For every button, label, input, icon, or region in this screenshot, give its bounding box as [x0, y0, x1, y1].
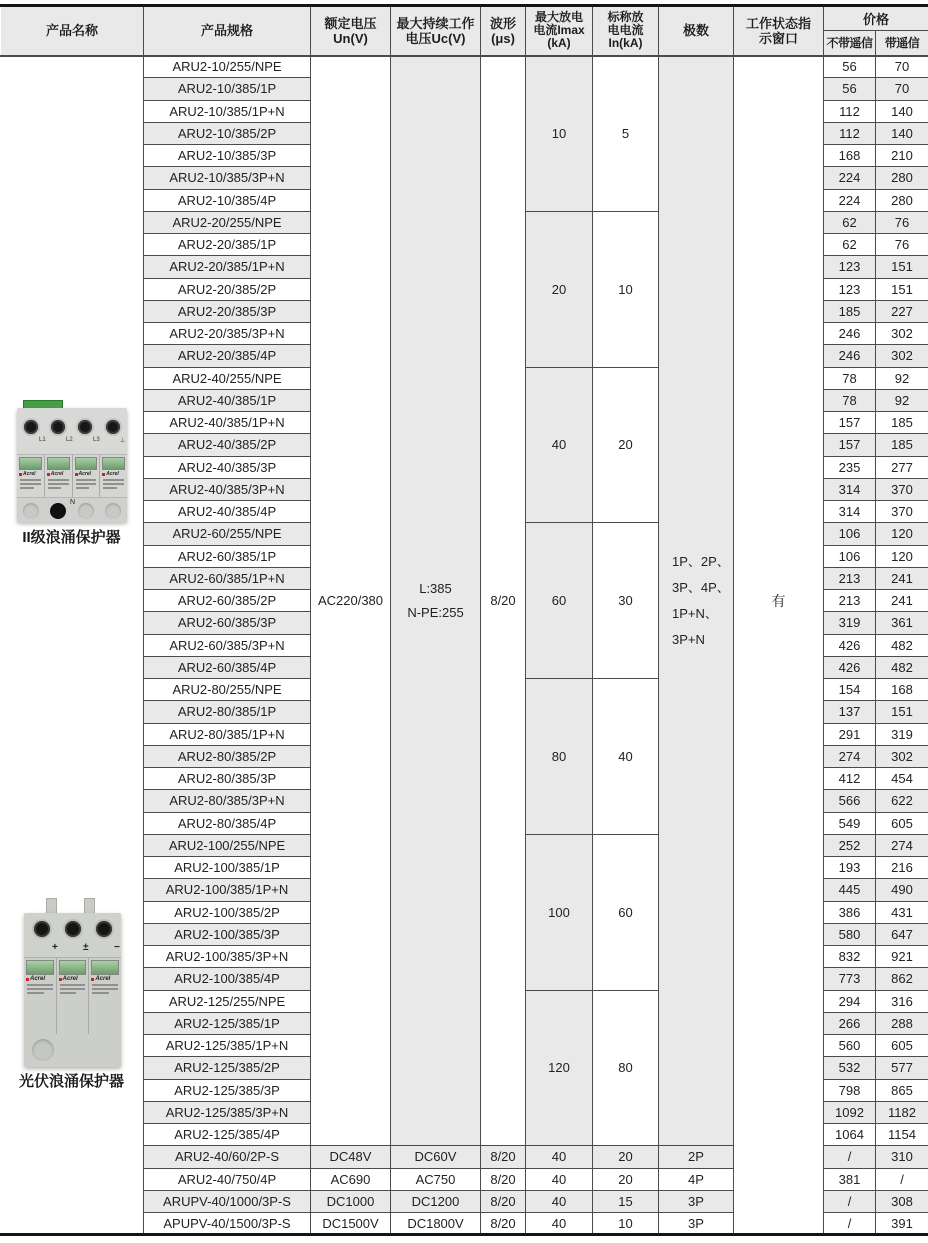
spec-cell: ARU2-125/255/NPE — [144, 990, 311, 1012]
price-remote-cell: 862 — [876, 968, 928, 990]
terminal-label: + — [52, 942, 58, 953]
price-no-remote-cell: 154 — [824, 679, 876, 701]
price-remote-cell: 274 — [876, 834, 928, 856]
price-no-remote-cell: 445 — [824, 879, 876, 901]
price-remote-cell: 185 — [876, 412, 928, 434]
price-remote-cell: 454 — [876, 768, 928, 790]
spec-cell: ARU2-20/385/1P+N — [144, 256, 311, 278]
price-remote-cell: 605 — [876, 1035, 928, 1057]
table-body — [1, 56, 928, 1235]
col-header-max-voltage: 最大持续工作 电压Uc(V) — [391, 6, 481, 56]
spec-cell: ARU2-20/255/NPE — [144, 211, 311, 233]
terminal-label: ± — [83, 942, 89, 953]
spec-cell: ARU2-40/385/1P+N — [144, 412, 311, 434]
spec-cell: ARU2-20/385/1P — [144, 234, 311, 256]
in-cell: 40 — [593, 679, 659, 835]
price-table — [0, 4, 928, 1236]
in-cell: 15 — [593, 1190, 659, 1212]
price-remote-cell: 70 — [876, 78, 928, 100]
price-no-remote-cell: 112 — [824, 100, 876, 122]
price-remote-cell: 316 — [876, 990, 928, 1012]
price-remote-cell: 241 — [876, 590, 928, 612]
price-no-remote-cell: 112 — [824, 122, 876, 144]
price-no-remote-cell: 532 — [824, 1057, 876, 1079]
price-remote-cell: 431 — [876, 901, 928, 923]
poles-line: 1P+N、 — [672, 605, 718, 621]
spec-cell: ARU2-10/385/2P — [144, 122, 311, 144]
rated-voltage-cell: AC690 — [311, 1168, 391, 1190]
price-remote-cell: 622 — [876, 790, 928, 812]
spec-cell: ARU2-40/385/3P — [144, 456, 311, 478]
price-remote-cell: 310 — [876, 1146, 928, 1168]
poles-cell — [659, 56, 734, 1146]
price-remote-cell: 482 — [876, 634, 928, 656]
price-remote-cell: 1182 — [876, 1101, 928, 1123]
price-remote-cell: 302 — [876, 345, 928, 367]
price-remote-cell: 605 — [876, 812, 928, 834]
price-remote-cell: 151 — [876, 701, 928, 723]
imax-cell: 40 — [526, 1190, 593, 1212]
spec-cell: ARU2-80/385/1P — [144, 701, 311, 723]
price-no-remote-cell: 566 — [824, 790, 876, 812]
spec-cell: ARU2-20/385/3P — [144, 300, 311, 322]
spec-cell: ARU2-40/385/2P — [144, 434, 311, 456]
waveform-cell: 8/20 — [481, 1168, 526, 1190]
price-remote-cell: 319 — [876, 723, 928, 745]
col-header-in: 标称放 电电流 In(kA) — [593, 6, 659, 56]
imax-cell: 40 — [526, 1168, 593, 1190]
rated-voltage-cell: DC48V — [311, 1146, 391, 1168]
spec-cell: ARU2-80/385/2P — [144, 745, 311, 767]
max-voltage-cell: DC1800V — [391, 1213, 481, 1235]
price-remote-cell: 391 — [876, 1213, 928, 1235]
price-remote-cell: 120 — [876, 523, 928, 545]
price-no-remote-cell: 426 — [824, 656, 876, 678]
spec-cell: ARU2-40/60/2P-S — [144, 1146, 311, 1168]
price-remote-cell: 140 — [876, 122, 928, 144]
spec-cell: ARU2-20/385/4P — [144, 345, 311, 367]
price-remote-cell: 577 — [876, 1057, 928, 1079]
spec-cell: ARU2-125/385/1P — [144, 1012, 311, 1034]
price-no-remote-cell: 319 — [824, 612, 876, 634]
waveform-cell: 8/20 — [481, 1146, 526, 1168]
price-no-remote-cell: 549 — [824, 812, 876, 834]
col-header-waveform: 波形 (μs) — [481, 6, 526, 56]
spec-cell: ARU2-10/385/1P — [144, 78, 311, 100]
spec-cell: ARU2-125/385/2P — [144, 1057, 311, 1079]
price-remote-cell: 120 — [876, 545, 928, 567]
spec-cell: ARU2-100/385/3P — [144, 923, 311, 945]
col-header-rated-voltage: 额定电压 Un(V) — [311, 6, 391, 56]
price-no-remote-cell: 386 — [824, 901, 876, 923]
poles-cell: 4P — [659, 1168, 734, 1190]
in-cell: 20 — [593, 1168, 659, 1190]
price-remote-cell: 92 — [876, 367, 928, 389]
spec-cell: ARU2-10/255/NPE — [144, 56, 311, 78]
imax-cell: 60 — [526, 523, 593, 679]
brand-text: Acrel — [30, 976, 46, 982]
price-no-remote-cell: 224 — [824, 189, 876, 211]
col-header-product-name: 产品名称 — [1, 6, 144, 56]
price-no-remote-cell: 123 — [824, 278, 876, 300]
brand-text: Acrel — [50, 471, 64, 477]
rated-voltage-cell: AC220/380 — [311, 56, 391, 1146]
price-remote-cell: 227 — [876, 300, 928, 322]
price-remote-cell: 185 — [876, 434, 928, 456]
price-remote-cell: 241 — [876, 567, 928, 589]
price-no-remote-cell: 157 — [824, 434, 876, 456]
spec-cell: APUPV-40/1500/3P-S — [144, 1213, 311, 1235]
spec-cell: ARU2-20/385/3P+N — [144, 323, 311, 345]
spec-cell: ARU2-125/385/1P+N — [144, 1035, 311, 1057]
price-no-remote-cell: 193 — [824, 857, 876, 879]
spec-cell: ARU2-100/255/NPE — [144, 834, 311, 856]
poles-cell: 3P — [659, 1213, 734, 1235]
price-no-remote-cell: 294 — [824, 990, 876, 1012]
spec-cell: ARU2-100/385/1P+N — [144, 879, 311, 901]
price-no-remote-cell: 185 — [824, 300, 876, 322]
price-remote-cell: / — [876, 1168, 928, 1190]
waveform-cell: 8/20 — [481, 1213, 526, 1235]
price-remote-cell: 921 — [876, 946, 928, 968]
terminal-label: L2 — [66, 437, 73, 443]
spec-cell: ARU2-60/385/4P — [144, 656, 311, 678]
product-name-column — [1, 56, 144, 1235]
spec-cell: ARU2-40/750/4P — [144, 1168, 311, 1190]
price-remote-cell: 1154 — [876, 1124, 928, 1146]
spec-cell: ARU2-80/385/1P+N — [144, 723, 311, 745]
price-remote-cell: 308 — [876, 1190, 928, 1212]
poles-cell: 2P — [659, 1146, 734, 1168]
spec-cell: ARU2-80/255/NPE — [144, 679, 311, 701]
price-no-remote-cell: / — [824, 1190, 876, 1212]
spec-cell: ARU2-60/255/NPE — [144, 523, 311, 545]
in-cell: 20 — [593, 1146, 659, 1168]
imax-cell: 40 — [526, 367, 593, 523]
table-header — [1, 6, 928, 56]
imax-cell: 20 — [526, 211, 593, 367]
price-no-remote-cell: 106 — [824, 523, 876, 545]
col-header-imax: 最大放电 电流Imax (kA) — [526, 6, 593, 56]
spec-cell: ARU2-125/385/3P — [144, 1079, 311, 1101]
spec-cell: ARU2-40/385/4P — [144, 501, 311, 523]
price-no-remote-cell: 123 — [824, 256, 876, 278]
price-no-remote-cell: 773 — [824, 968, 876, 990]
price-no-remote-cell: 157 — [824, 412, 876, 434]
price-remote-cell: 865 — [876, 1079, 928, 1101]
price-no-remote-cell: 832 — [824, 946, 876, 968]
price-remote-cell: 151 — [876, 256, 928, 278]
product-label-class2-spd: II级浪涌保护器 — [22, 529, 121, 546]
imax-cell: 10 — [526, 56, 593, 212]
price-remote-cell: 76 — [876, 211, 928, 233]
price-no-remote-cell: 224 — [824, 167, 876, 189]
terminal-label: − — [114, 942, 120, 953]
price-remote-cell: 216 — [876, 857, 928, 879]
spec-cell: ARU2-80/385/4P — [144, 812, 311, 834]
price-no-remote-cell: / — [824, 1146, 876, 1168]
price-no-remote-cell: 246 — [824, 345, 876, 367]
price-no-remote-cell: 291 — [824, 723, 876, 745]
poles-line: 3P+N — [672, 631, 705, 647]
imax-cell: 100 — [526, 834, 593, 990]
imax-cell: 80 — [526, 679, 593, 835]
spec-cell: ARU2-125/385/4P — [144, 1124, 311, 1146]
price-remote-cell: 168 — [876, 679, 928, 701]
imax-cell: 120 — [526, 990, 593, 1146]
poles-line: 3P、4P、 — [672, 579, 730, 595]
price-remote-cell: 361 — [876, 612, 928, 634]
price-no-remote-cell: 62 — [824, 211, 876, 233]
terminal-label: L1 — [39, 437, 46, 443]
price-remote-cell: 277 — [876, 456, 928, 478]
price-no-remote-cell: 78 — [824, 367, 876, 389]
spec-cell: ARU2-40/385/3P+N — [144, 478, 311, 500]
price-remote-cell: 288 — [876, 1012, 928, 1034]
price-no-remote-cell: 381 — [824, 1168, 876, 1190]
brand-text: Acrel — [23, 471, 36, 477]
terminal-label: L3 — [93, 437, 100, 443]
price-remote-cell: 482 — [876, 656, 928, 678]
price-remote-cell: 210 — [876, 145, 928, 167]
brand-text: Acrel — [62, 976, 78, 982]
waveform-cell: 8/20 — [481, 1190, 526, 1212]
col-header-price-remote: 带遥信 — [876, 31, 928, 56]
product-label-pv-spd: 光伏浪涌保护器 — [18, 1073, 124, 1090]
imax-cell: 40 — [526, 1213, 593, 1235]
spec-cell: ARU2-10/385/3P+N — [144, 167, 311, 189]
spec-cell: ARU2-60/385/1P+N — [144, 567, 311, 589]
price-no-remote-cell: 213 — [824, 567, 876, 589]
in-cell: 80 — [593, 990, 659, 1146]
poles-line: 1P、2P、 — [672, 553, 730, 569]
in-cell: 20 — [593, 367, 659, 523]
price-remote-cell: 280 — [876, 189, 928, 211]
spec-cell: ARU2-60/385/1P — [144, 545, 311, 567]
price-no-remote-cell: 314 — [824, 501, 876, 523]
spec-cell: ARU2-10/385/4P — [144, 189, 311, 211]
in-cell: 5 — [593, 56, 659, 212]
spec-cell: ARU2-80/385/3P+N — [144, 790, 311, 812]
spec-cell: ARU2-60/385/2P — [144, 590, 311, 612]
rated-voltage-cell: DC1500V — [311, 1213, 391, 1235]
spec-cell: ARU2-80/385/3P — [144, 768, 311, 790]
uc-line: L:385 — [419, 580, 452, 596]
spec-cell: ARU2-60/385/3P — [144, 612, 311, 634]
price-no-remote-cell: 168 — [824, 145, 876, 167]
spec-cell: ARU2-20/385/2P — [144, 278, 311, 300]
price-remote-cell: 280 — [876, 167, 928, 189]
price-no-remote-cell: 560 — [824, 1035, 876, 1057]
brand-text: Acrel — [78, 471, 92, 477]
col-header-price-no-remote: 不带遥信 — [824, 31, 876, 56]
price-no-remote-cell: 106 — [824, 545, 876, 567]
spec-cell: ARU2-125/385/3P+N — [144, 1101, 311, 1123]
spec-cell: ARU2-100/385/1P — [144, 857, 311, 879]
price-remote-cell: 302 — [876, 745, 928, 767]
col-header-price: 价格 — [824, 6, 928, 31]
spec-cell: ARU2-10/385/3P — [144, 145, 311, 167]
indicator-cell: 有 — [734, 56, 824, 1146]
price-remote-cell: 92 — [876, 389, 928, 411]
price-remote-cell: 76 — [876, 234, 928, 256]
uc-line: N-PE:255 — [407, 604, 464, 620]
brand-text: Acrel — [106, 471, 119, 477]
brand-text: Acrel — [95, 976, 111, 982]
max-voltage-cell: AC750 — [391, 1168, 481, 1190]
price-no-remote-cell: 213 — [824, 590, 876, 612]
in-cell: 10 — [593, 1213, 659, 1235]
price-remote-cell: 70 — [876, 56, 928, 78]
col-header-indicator: 工作状态指 示窗口 — [734, 6, 824, 56]
col-header-product-spec: 产品规格 — [144, 6, 311, 56]
spec-cell: ARU2-60/385/3P+N — [144, 634, 311, 656]
max-voltage-cell: DC60V — [391, 1146, 481, 1168]
price-no-remote-cell: 246 — [824, 323, 876, 345]
spec-cell: ARU2-40/385/1P — [144, 389, 311, 411]
ground-symbol: ⊥ — [120, 438, 126, 444]
rated-voltage-cell: DC1000 — [311, 1190, 391, 1212]
price-no-remote-cell: 235 — [824, 456, 876, 478]
spec-cell: ARU2-100/385/2P — [144, 901, 311, 923]
price-remote-cell: 647 — [876, 923, 928, 945]
max-voltage-cell: DC1200 — [391, 1190, 481, 1212]
in-cell: 60 — [593, 834, 659, 990]
spec-cell: ARU2-40/255/NPE — [144, 367, 311, 389]
price-remote-cell: 302 — [876, 323, 928, 345]
spec-cell: ARU2-100/385/4P — [144, 968, 311, 990]
neutral-label: N — [70, 499, 76, 506]
max-voltage-cell — [391, 56, 481, 1146]
price-no-remote-cell: 56 — [824, 78, 876, 100]
imax-cell: 40 — [526, 1146, 593, 1168]
price-no-remote-cell: 274 — [824, 745, 876, 767]
price-remote-cell: 370 — [876, 478, 928, 500]
price-no-remote-cell: 798 — [824, 1079, 876, 1101]
price-no-remote-cell: 56 — [824, 56, 876, 78]
price-no-remote-cell: 266 — [824, 1012, 876, 1034]
col-header-poles: 极数 — [659, 6, 734, 56]
waveform-cell: 8/20 — [481, 56, 526, 1146]
in-cell: 10 — [593, 211, 659, 367]
price-remote-cell: 151 — [876, 278, 928, 300]
price-no-remote-cell: 1092 — [824, 1101, 876, 1123]
in-cell: 30 — [593, 523, 659, 679]
indicator-empty-cell — [734, 1146, 824, 1235]
price-no-remote-cell: 252 — [824, 834, 876, 856]
price-remote-cell: 370 — [876, 501, 928, 523]
price-no-remote-cell: 137 — [824, 701, 876, 723]
price-no-remote-cell: 78 — [824, 389, 876, 411]
price-no-remote-cell: 426 — [824, 634, 876, 656]
poles-cell: 3P — [659, 1190, 734, 1212]
price-no-remote-cell: 314 — [824, 478, 876, 500]
price-no-remote-cell: / — [824, 1213, 876, 1235]
price-no-remote-cell: 62 — [824, 234, 876, 256]
price-remote-cell: 490 — [876, 879, 928, 901]
price-remote-cell: 140 — [876, 100, 928, 122]
table-row — [1, 56, 928, 78]
spec-cell: ARUPV-40/1000/3P-S — [144, 1190, 311, 1212]
spec-cell: ARU2-10/385/1P+N — [144, 100, 311, 122]
spec-cell: ARU2-100/385/3P+N — [144, 946, 311, 968]
price-no-remote-cell: 580 — [824, 923, 876, 945]
price-no-remote-cell: 412 — [824, 768, 876, 790]
price-no-remote-cell: 1064 — [824, 1124, 876, 1146]
